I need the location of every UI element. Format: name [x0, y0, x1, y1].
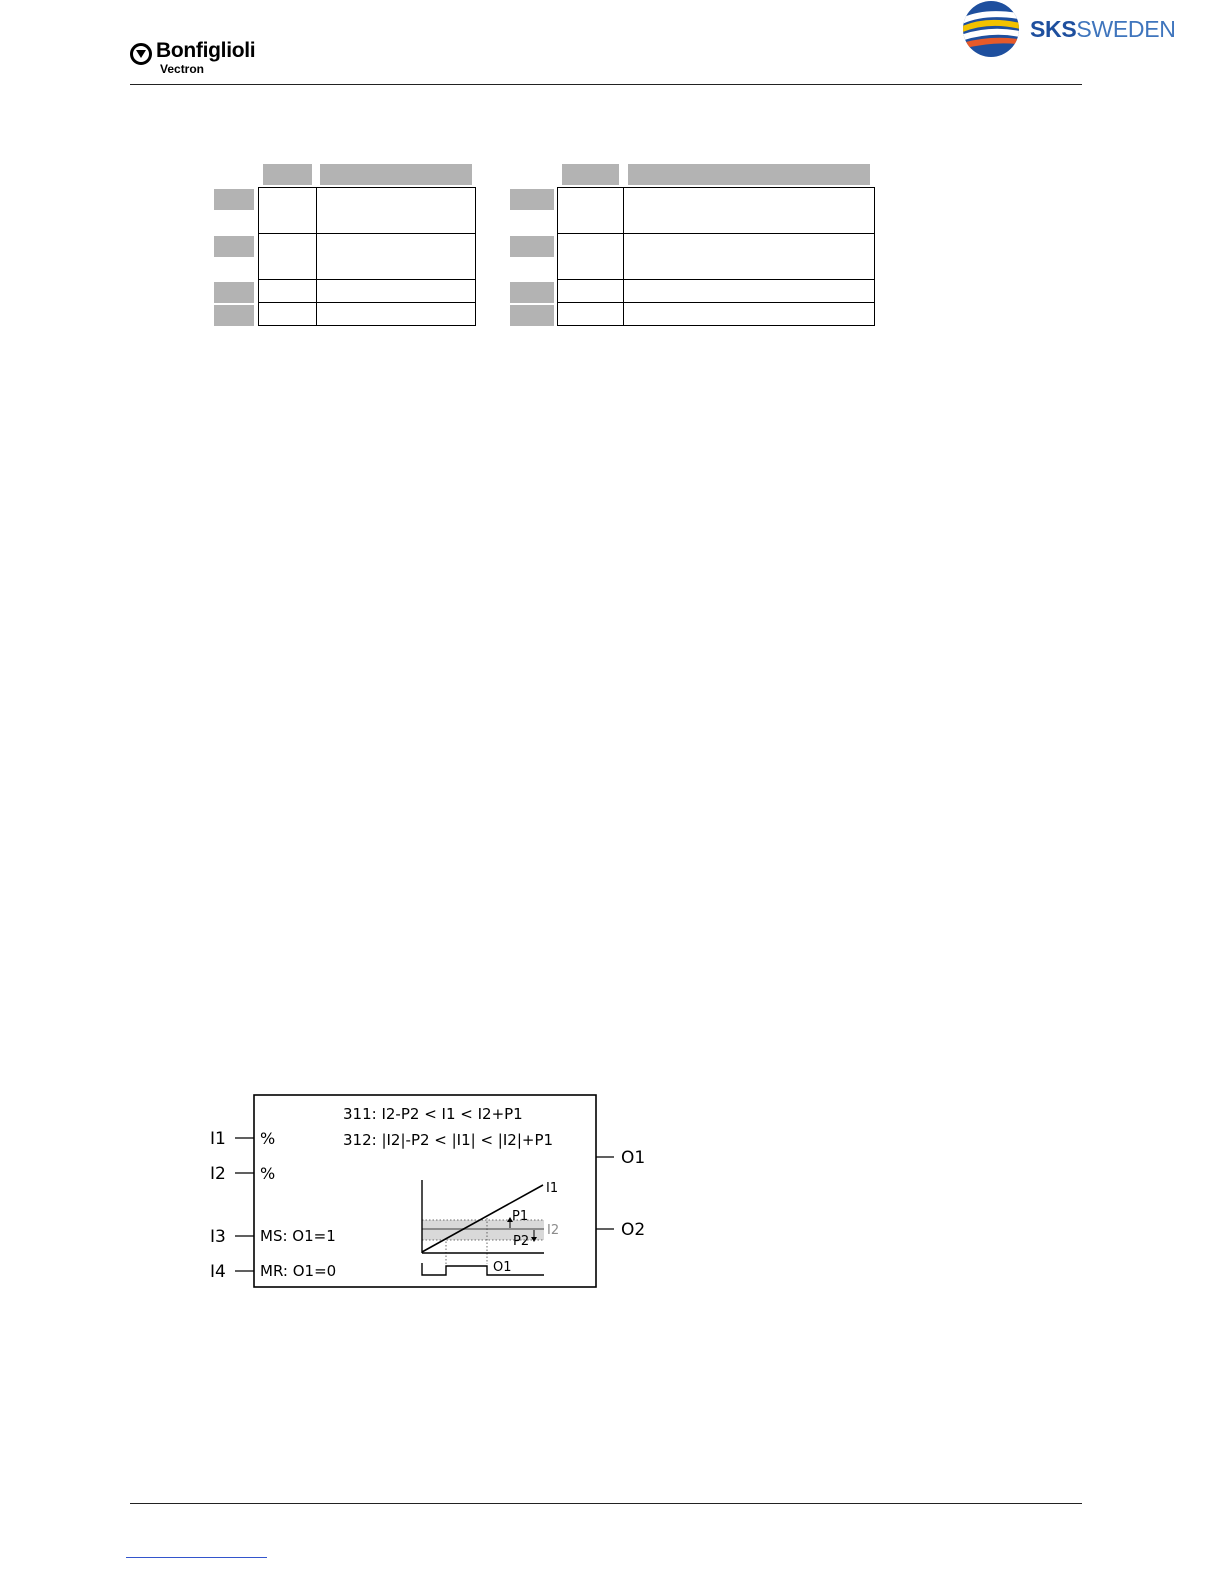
left-table-header-1 [263, 164, 312, 185]
logo-sub-text: Vectron [160, 62, 205, 76]
table-cell [317, 280, 476, 303]
right-table-row-label-4 [510, 305, 554, 326]
table-cell [259, 234, 317, 280]
table-cell [558, 280, 624, 303]
input-label-i2: % [260, 1164, 276, 1183]
table-cell [317, 234, 476, 280]
input-label-i1: % [260, 1129, 276, 1148]
table-cell [624, 188, 875, 234]
table-cell [317, 303, 476, 326]
right-table-header-2 [628, 164, 870, 185]
left-table [258, 187, 476, 326]
table-cell [624, 234, 875, 280]
input-label-i4: MR: O1=0 [260, 1262, 337, 1280]
table-cell [624, 303, 875, 326]
left-table-header-2 [320, 164, 472, 185]
right-table-header-1 [562, 164, 619, 185]
left-table-row-label-4 [214, 305, 254, 326]
left-table-row-label-2 [214, 236, 254, 257]
table-cell [558, 303, 624, 326]
table-cell [259, 303, 317, 326]
header-rule [130, 84, 1082, 85]
function-block-frame [254, 1095, 596, 1287]
sks-wordmark: SKSSWEDEN [1030, 15, 1176, 42]
table-cell [317, 188, 476, 234]
sks-sweden-logo [962, 0, 1176, 58]
right-table-row-label-2 [510, 236, 554, 257]
output-pin-o1: O1 [621, 1148, 646, 1168]
input-pin-i2: I2 [210, 1164, 226, 1184]
footer-rule [130, 1503, 1082, 1504]
label-o1: O1 [493, 1260, 512, 1275]
table-cell [558, 188, 624, 234]
sks-globe-icon [962, 0, 1020, 58]
input-pin-i3: I3 [210, 1227, 226, 1247]
input-label-i3: MS: O1=1 [260, 1227, 336, 1245]
input-pin-i4: I4 [210, 1262, 226, 1282]
label-p2: P2 [513, 1234, 530, 1249]
table-cell [259, 280, 317, 303]
input-pin-i1: I1 [210, 1129, 226, 1149]
ramp-label-i1: I1 [546, 1181, 559, 1196]
logo-brand-text: Bonfiglioli [156, 39, 256, 62]
right-table-row-label-3 [510, 282, 554, 303]
formula-311: 311: I2-P2 < I1 < I2+P1 [343, 1105, 523, 1123]
right-table [557, 187, 875, 326]
right-table-row-label-1 [510, 189, 554, 210]
bonfiglioli-logo [130, 40, 255, 75]
comparator-function-block [200, 1088, 660, 1298]
table-cell [259, 188, 317, 234]
table-cell [624, 280, 875, 303]
left-table-row-label-3 [214, 282, 254, 303]
footer-link-underline[interactable] [126, 1557, 267, 1558]
bonfiglioli-logo-icon [130, 43, 152, 65]
output-pin-o2: O2 [621, 1220, 646, 1240]
label-i2: I2 [547, 1223, 560, 1238]
left-table-row-label-1 [214, 189, 254, 210]
label-p1: P1 [512, 1209, 529, 1224]
table-cell [558, 234, 624, 280]
formula-312: 312: |I2|-P2 < |I1| < |I2|+P1 [343, 1131, 554, 1149]
